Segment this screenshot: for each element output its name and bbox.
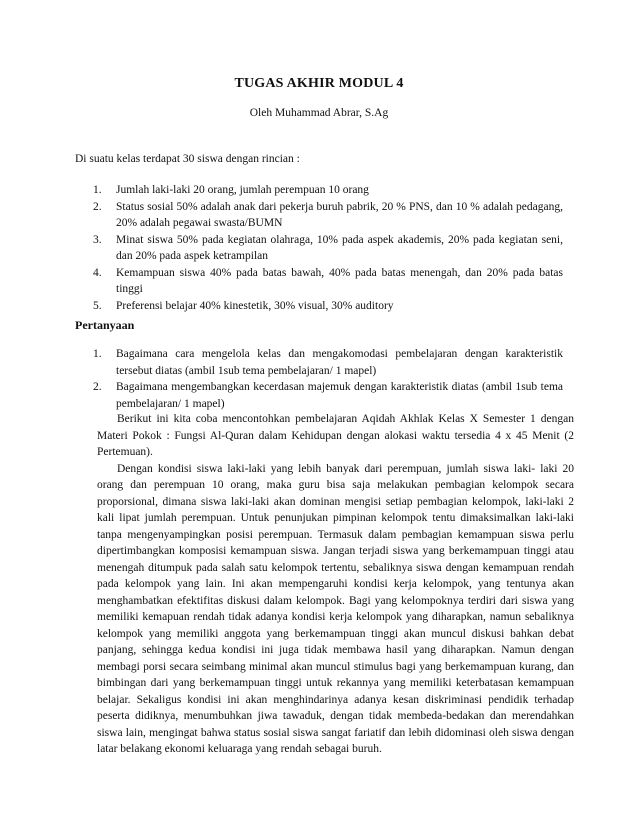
list-item: 1. Jumlah laki-laki 20 orang, jumlah perempuan 10 orang xyxy=(93,184,369,196)
list-item: 2. Status sosial 50% adalah anak dari pekerja buruh pabrik, 20 % PNS, dan 10 % adalah pedagang, 20% adalah pegawai swasta/BUMN xyxy=(93,200,563,229)
answer-body xyxy=(97,411,574,758)
list-item: 1. Bagaimana cara mengelola kelas dan mengakomodasi pembelajaran dengan karakteristik tersebut diatas (ambil 1sub tema pembelajaran/ 1 mapel) xyxy=(93,348,563,377)
list-item: 2. Bagaimana mengembangkan kecerdasan majemuk dengan karakteristik diatas (ambil 1sub tema pembelajaran/ 1 mapel) xyxy=(93,381,563,410)
facts-list xyxy=(93,182,563,314)
paragraph: Dengan kondisi siswa laki-laki yang lebih banyak dari perempuan, jumlah siswa laki- laki 20 orang dan perempuan 10 orang, maka guru bisa saja melakukan pembagian kelompok secara proporsional, dimana siswa laki-laki akan dominan mengisi setiap pembagian kelompok, laki-laki 2 kali lipat jumlah perempuan. Untuk penunjukan pimpinan kelompok tentu dimaksimalkan laki-laki tanpa mengenyampingkan posisi perempuan. Termasuk dalam pembagian kemampuan siswa perlu dipertimbangkan komposisi kemampuan siswa. Jangan terjadi siswa yang berkemampuan tinggi atau menengah ditumpuk pada salah satu kelompok tertentu, sebaliknya siswa dengan kemampuan rendah pada kelompok yang lain. Ini akan mempengaruhi kondisi kerja kelompok, yang tentunya akan menghambatkan efektifitas diskusi dalam kelompok. Bagi yang kelompoknya terdiri dari siswa yang memiliki kemapuan rendah tidak adanya kondisi kerja kelompok yang diharapkan, namun sebaliknya kelompok yang memiliki anggota yang berkemampuan tinggi akan muncul diskusi bahkan debat panjang, sehingga kedua kondisi ini juga tidak membawa hasil yang diharapkan. Namun dengan membagi porsi secara seimbang minimal akan muncul stimulus bagi yang berkemampuan kurang, dan bimbingan dari yang berkemampuan tinggi untuk rekannya yang memiliki keterbatasan kemampuan belajar. Sekaligus kondisi ini akan menghindarinya adanya kesan diskriminasi pendidik terhadap peserta didiknya, menumbuhkan jiwa tawaduk, dengan tidak membeda-bedakan dan merendahkan siswa lain, mengingat bahwa status sosial siswa sangat fariatif dan lebih didominasi oleh siswa dengan latar belakang ekonomi keluaraga yang rendah sebagai buruh. xyxy=(97,462,574,755)
intro-text: Di suatu kelas terdapat 30 siswa dengan rincian : xyxy=(75,153,300,165)
list-item: 3. Minat siswa 50% pada kegiatan olahraga, 10% pada aspek akademis, 20% pada kegiatan seni, dan 20% pada aspek ketrampilan xyxy=(93,233,563,262)
list-item: 4. Kemampuan siswa 40% pada batas bawah, 40% pada batas menengah, dan 20% pada batas tinggi xyxy=(93,266,563,295)
questions-heading: Pertanyaan xyxy=(75,318,135,332)
document-title: TUGAS AKHIR MODUL 4 xyxy=(234,76,404,91)
list-item: 5. Preferensi belajar 40% kinestetik, 30% visual, 30% auditory xyxy=(93,299,394,312)
document-author: Oleh Muhammad Abrar, S.Ag xyxy=(249,107,389,119)
paragraph: Berikut ini kita coba mencontohkan pembelajaran Aqidah Akhlak Kelas X Semester 1 dengan Materi Pokok : Fungsi Al-Quran dalam Kehidupan dengan alokasi waktu tersedia 4 x 45 Menit (2 Pertemuan). xyxy=(97,413,574,458)
questions-list xyxy=(93,346,563,412)
